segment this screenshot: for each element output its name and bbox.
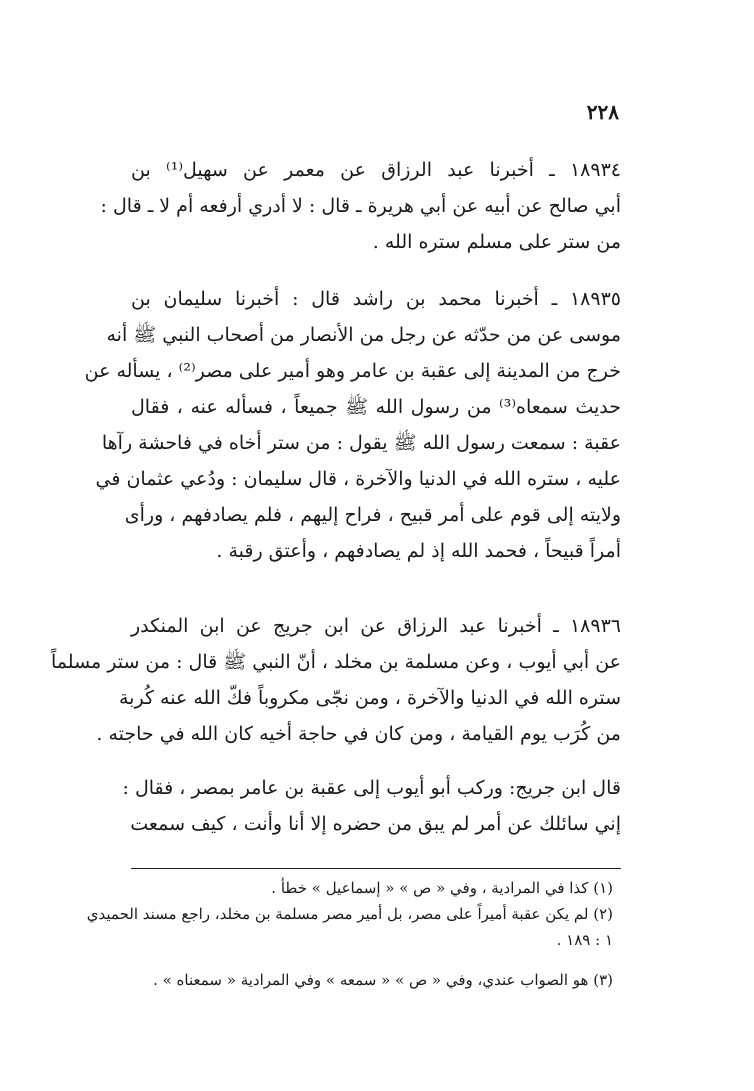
hadith-18936 — [51, 608, 621, 752]
text-line: ١٨٩٣٤ ـ أخبرنا عبد الرزاق عن معمر عن سهيل⁽¹⁾ بن — [131, 159, 621, 181]
text-line: ١٨٩٣٥ ـ أخبرنا محمد بن راشد قال : أخبرنا سليمان بن — [131, 288, 621, 310]
page-number: ٢٢٨ — [586, 100, 619, 124]
text-line: أمراً قبيحاً ، فحمد الله إذ لم يصادفهم ، وأعتق رقبة . — [216, 540, 621, 562]
text-line: عليه ، ستره الله في الدنيا والآخرة ، قال سليمان : ودُعي عثمان في — [95, 468, 621, 490]
text-line: عن أبي أيوب ، وعن مسلمة بن مخلد ، أنّ النبي ﷺ قال : من ستر مسلماً — [51, 651, 621, 673]
text-line: قال ابن جريج: وركب أبو أيوب إلى عقبة بن عامر بمصر ، فقال : — [122, 777, 621, 799]
footnote-2-continued: ١ : ١٨٩ . — [556, 931, 613, 949]
footnote-1: (١) كذا في المرادية ، وفي « ص » « إسماعيل » خطأ . — [271, 879, 613, 897]
text-line: حديث سمعاه⁽³⁾ من رسول الله ﷺ جميعاً ، فسأله عنه ، فقال — [131, 396, 621, 418]
text-line: من كُرَب يوم القيامة ، ومن كان في حاجة أخيه كان الله في حاجته . — [96, 723, 621, 745]
footnote-2: (٢) لم يكن عقبة أميراً على مصر، بل أمير مصر مسلمة بن مخلد، راجع مسند الحميدي — [86, 905, 613, 923]
text-line: ولايته إلى قوم على أمر قبيح ، فراح إليهم ، فلم يصادفهم ، ورأى — [124, 504, 621, 526]
hadith-18934 — [100, 152, 621, 260]
footnotes — [86, 875, 621, 993]
text-line: من ستر على مسلم ستره الله . — [372, 231, 621, 253]
hadith-18935 — [84, 281, 621, 569]
text-line: خرج من المدينة إلى عقبة بن عامر وهو أمير على مصر⁽²⁾ ، يسأله عن — [84, 360, 621, 382]
text-line: إني سائلك عن أمر لم يبق من حضره إلا أنا وأنت ، كيف سمعت — [130, 813, 621, 835]
footnote-3: (٣) هو الصواب عندي، وفي « ص » « سمعه » وفي المرادية « سمعناه » . — [153, 971, 613, 989]
text-line: ستره الله في الدنيا والآخرة ، ومن نجّى مكروباً فكّ الله عنه كُربة — [119, 687, 621, 709]
ibn-jurayj-note — [122, 770, 621, 842]
text-line: عقبة : سمعت رسول الله ﷺ يقول : من ستر أخاه في فاحشة رآها — [101, 432, 621, 454]
text-line: أبي صالح عن أبيه عن أبي هريرة ـ قال : لا أدري أرفعه أم لا ـ قال : — [100, 195, 621, 217]
footnote-divider — [131, 868, 621, 869]
text-line: موسى عن من حدّثه عن رجل من الأنصار من أصحاب النبي ﷺ أنه — [106, 324, 621, 346]
text-line: ١٨٩٣٦ ـ أخبرنا عبد الرزاق عن ابن جريج عن ابن المنكدر — [131, 615, 621, 637]
